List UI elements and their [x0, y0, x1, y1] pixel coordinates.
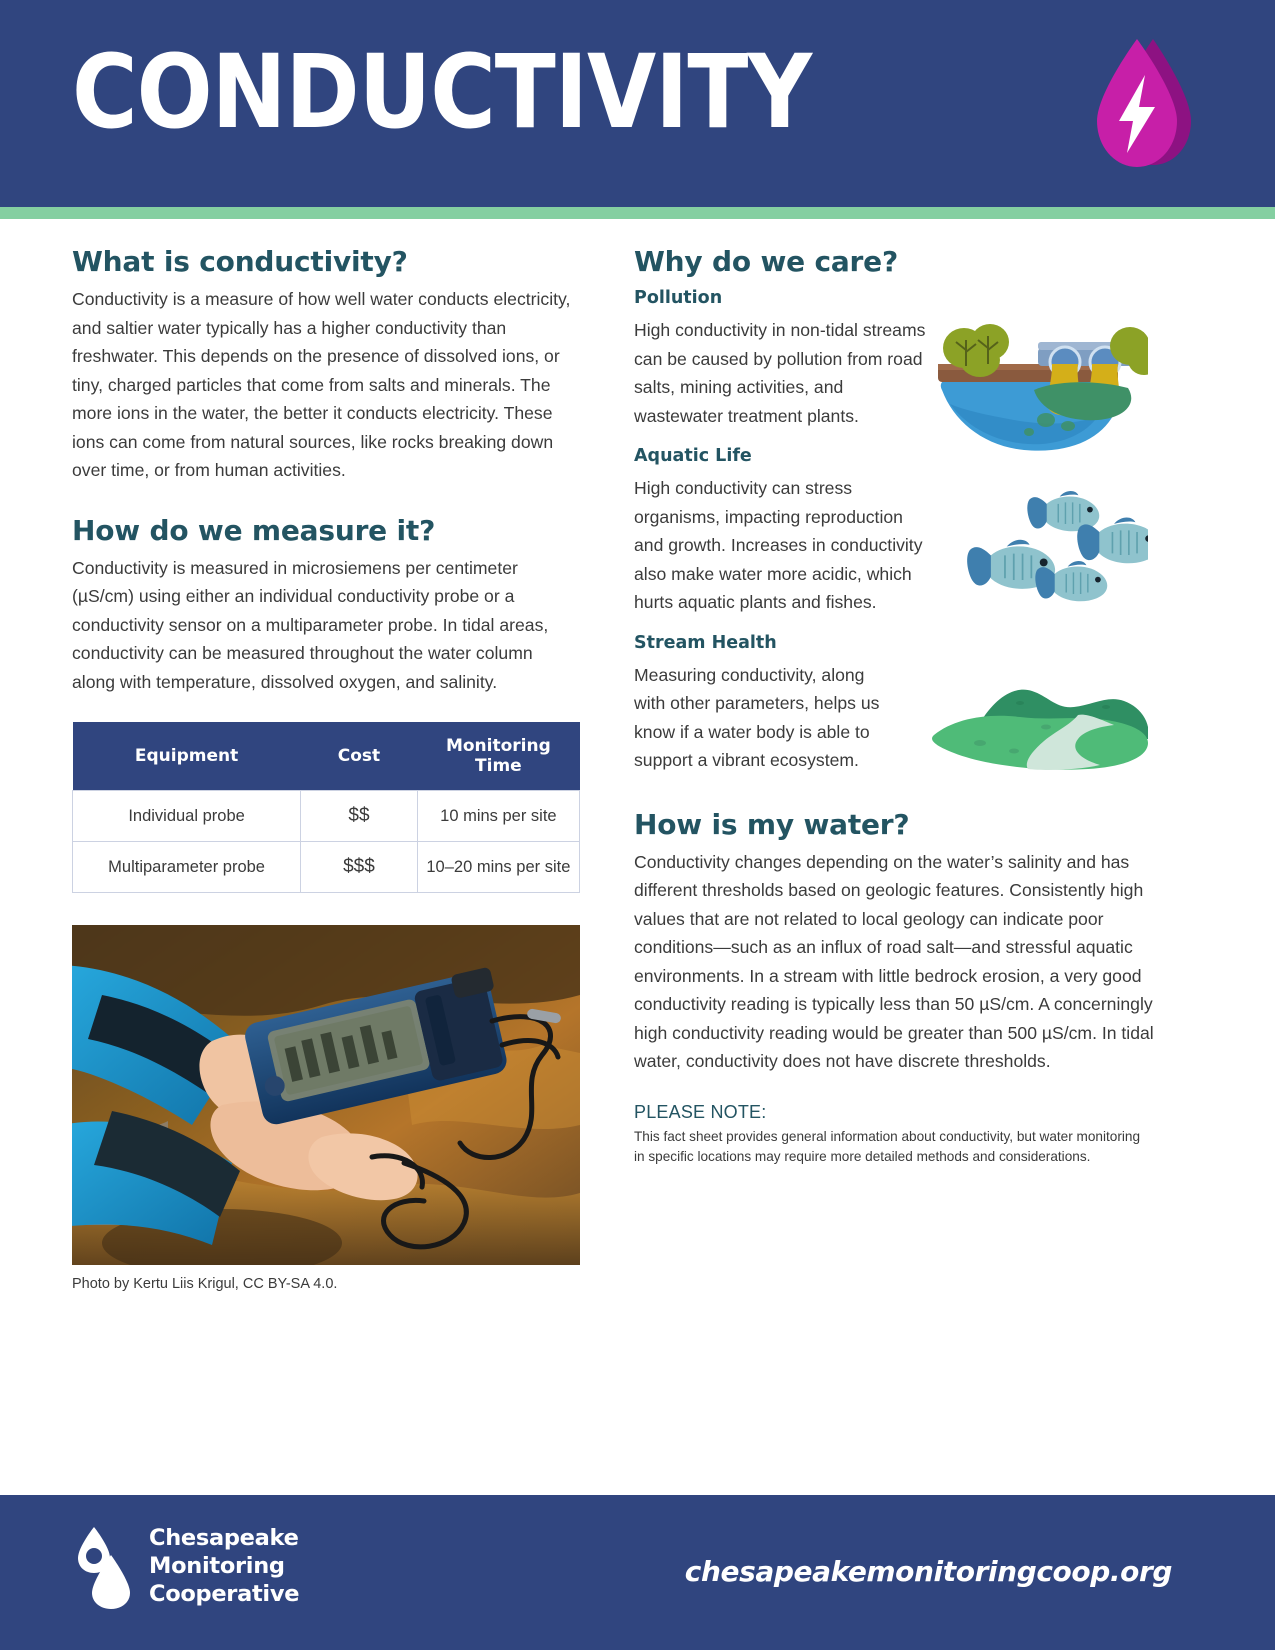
- droplet-pin-logo: [75, 1525, 135, 1609]
- table-header-equipment: Equipment: [73, 722, 301, 791]
- green-hills-stream-icon: [928, 669, 1148, 779]
- subheading-aquatic-life: Aquatic Life: [634, 446, 752, 467]
- school-of-fish-icon: [928, 474, 1148, 614]
- page-footer: [0, 1495, 1275, 1650]
- table-row: [73, 791, 580, 842]
- paragraph-pollution: High conductivity in non-tidal streams can be caused by pollution from road salts, mining activities, and wastewater treatment plants.: [634, 320, 926, 426]
- table-header-monitoring-time: Monitoring Time: [417, 722, 579, 791]
- cell-equipment: Multiparameter probe: [73, 842, 301, 893]
- right-column: [634, 246, 1154, 1168]
- heading-how-is-my-water: How is my water?: [634, 807, 910, 841]
- care-item-aquatic-life: [634, 446, 1154, 617]
- logo-line-3: Cooperative: [149, 1580, 300, 1607]
- organization-logo: [75, 1525, 299, 1609]
- page-header: [0, 0, 1275, 207]
- please-note-title: PLEASE NOTE:: [634, 1101, 767, 1122]
- subheading-stream-health: Stream Health: [634, 632, 777, 653]
- logo-line-1: Chesapeake: [149, 1525, 299, 1552]
- care-item-stream-health: [634, 633, 1154, 775]
- cell-equipment: Individual probe: [73, 791, 301, 842]
- heading-what-is-conductivity: What is conductivity?: [72, 245, 408, 278]
- logo-wordmark: [149, 1525, 299, 1609]
- care-item-pollution: [634, 288, 1154, 430]
- heading-why-do-we-care: Why do we care?: [634, 245, 898, 278]
- please-note-body: This fact sheet provides general information about conductivity, but water monitoring in specific locations may require more detailed methods and considerations.: [634, 1128, 1141, 1165]
- polluted-outfall-pipe-icon: [928, 318, 1148, 458]
- heading-how-do-we-measure-it: How do we measure it?: [72, 513, 436, 547]
- logo-line-2: Monitoring: [149, 1553, 285, 1580]
- droplet-lightning-icon: [1079, 35, 1199, 175]
- table-row: [73, 842, 580, 893]
- photo-block: [72, 925, 580, 1292]
- paragraph-how-is-my-water: Conductivity changes depending on the water’s salinity and has different thresholds based on geologic features. Consistently high values that are not related to local geology can indicate poor conditions—such as an influx of road salt—and stressful aquatic environments. In a stream with little bedrock erosion, a very good conductivity reading is typically less than 50 µS/cm. A concerningly high conductivity reading would be greater than 500 µS/cm. In tidal water, conductivity does not have discrete thresholds.: [634, 851, 1154, 1072]
- cell-monitoring-time: 10 mins per site: [417, 791, 579, 842]
- paragraph-stream-health: Measuring conductivity, along with other parameters, helps us know if a water body is able to support a vibrant ecosystem.: [634, 664, 880, 771]
- page-title: CONDUCTIVITY: [72, 33, 812, 152]
- accent-strip: [0, 207, 1275, 219]
- footer-website-url[interactable]: chesapeakemonitoringcoop.org: [684, 1555, 1172, 1588]
- equipment-table: [72, 722, 580, 893]
- cell-cost: $$$: [301, 842, 418, 893]
- subheading-pollution: Pollution: [634, 288, 723, 309]
- cell-cost: $$: [301, 791, 418, 842]
- photo-caption: Photo by Kertu Liis Krigul, CC BY-SA 4.0.: [72, 1276, 338, 1293]
- table-header-cost: Cost: [301, 722, 418, 791]
- table-header-row: [73, 722, 580, 791]
- paragraph-how-do-we-measure-it: Conductivity is measured in microsiemens per centimeter (µS/cm) using either an individual conductivity probe or a conductivity sensor on a multiparameter probe. In tidal areas, conductivity can be measured throughout the water column along with temperature, dissolved oxygen, and salinity.: [72, 557, 549, 692]
- cell-monitoring-time: 10–20 mins per site: [417, 842, 579, 893]
- paragraph-what-is-conductivity: Conductivity is a measure of how well water conducts electricity, and saltier water typically has a higher conductivity than freshwater. This depends on the presence of dissolved ions, or tiny, charged particles that come from salts and minerals. The more ions in the water, the better it conducts electricity. These ions can come from natural sources, like rocks breaking down over time, or from human activities.: [72, 289, 571, 481]
- left-column: [72, 246, 572, 1292]
- field-meter-photo: [72, 925, 580, 1265]
- paragraph-aquatic-life: High conductivity can stress organisms, impacting reproduction and growth. Increases in conductivity also make water more acidic, which hurts aquatic plants and fishes.: [634, 478, 923, 613]
